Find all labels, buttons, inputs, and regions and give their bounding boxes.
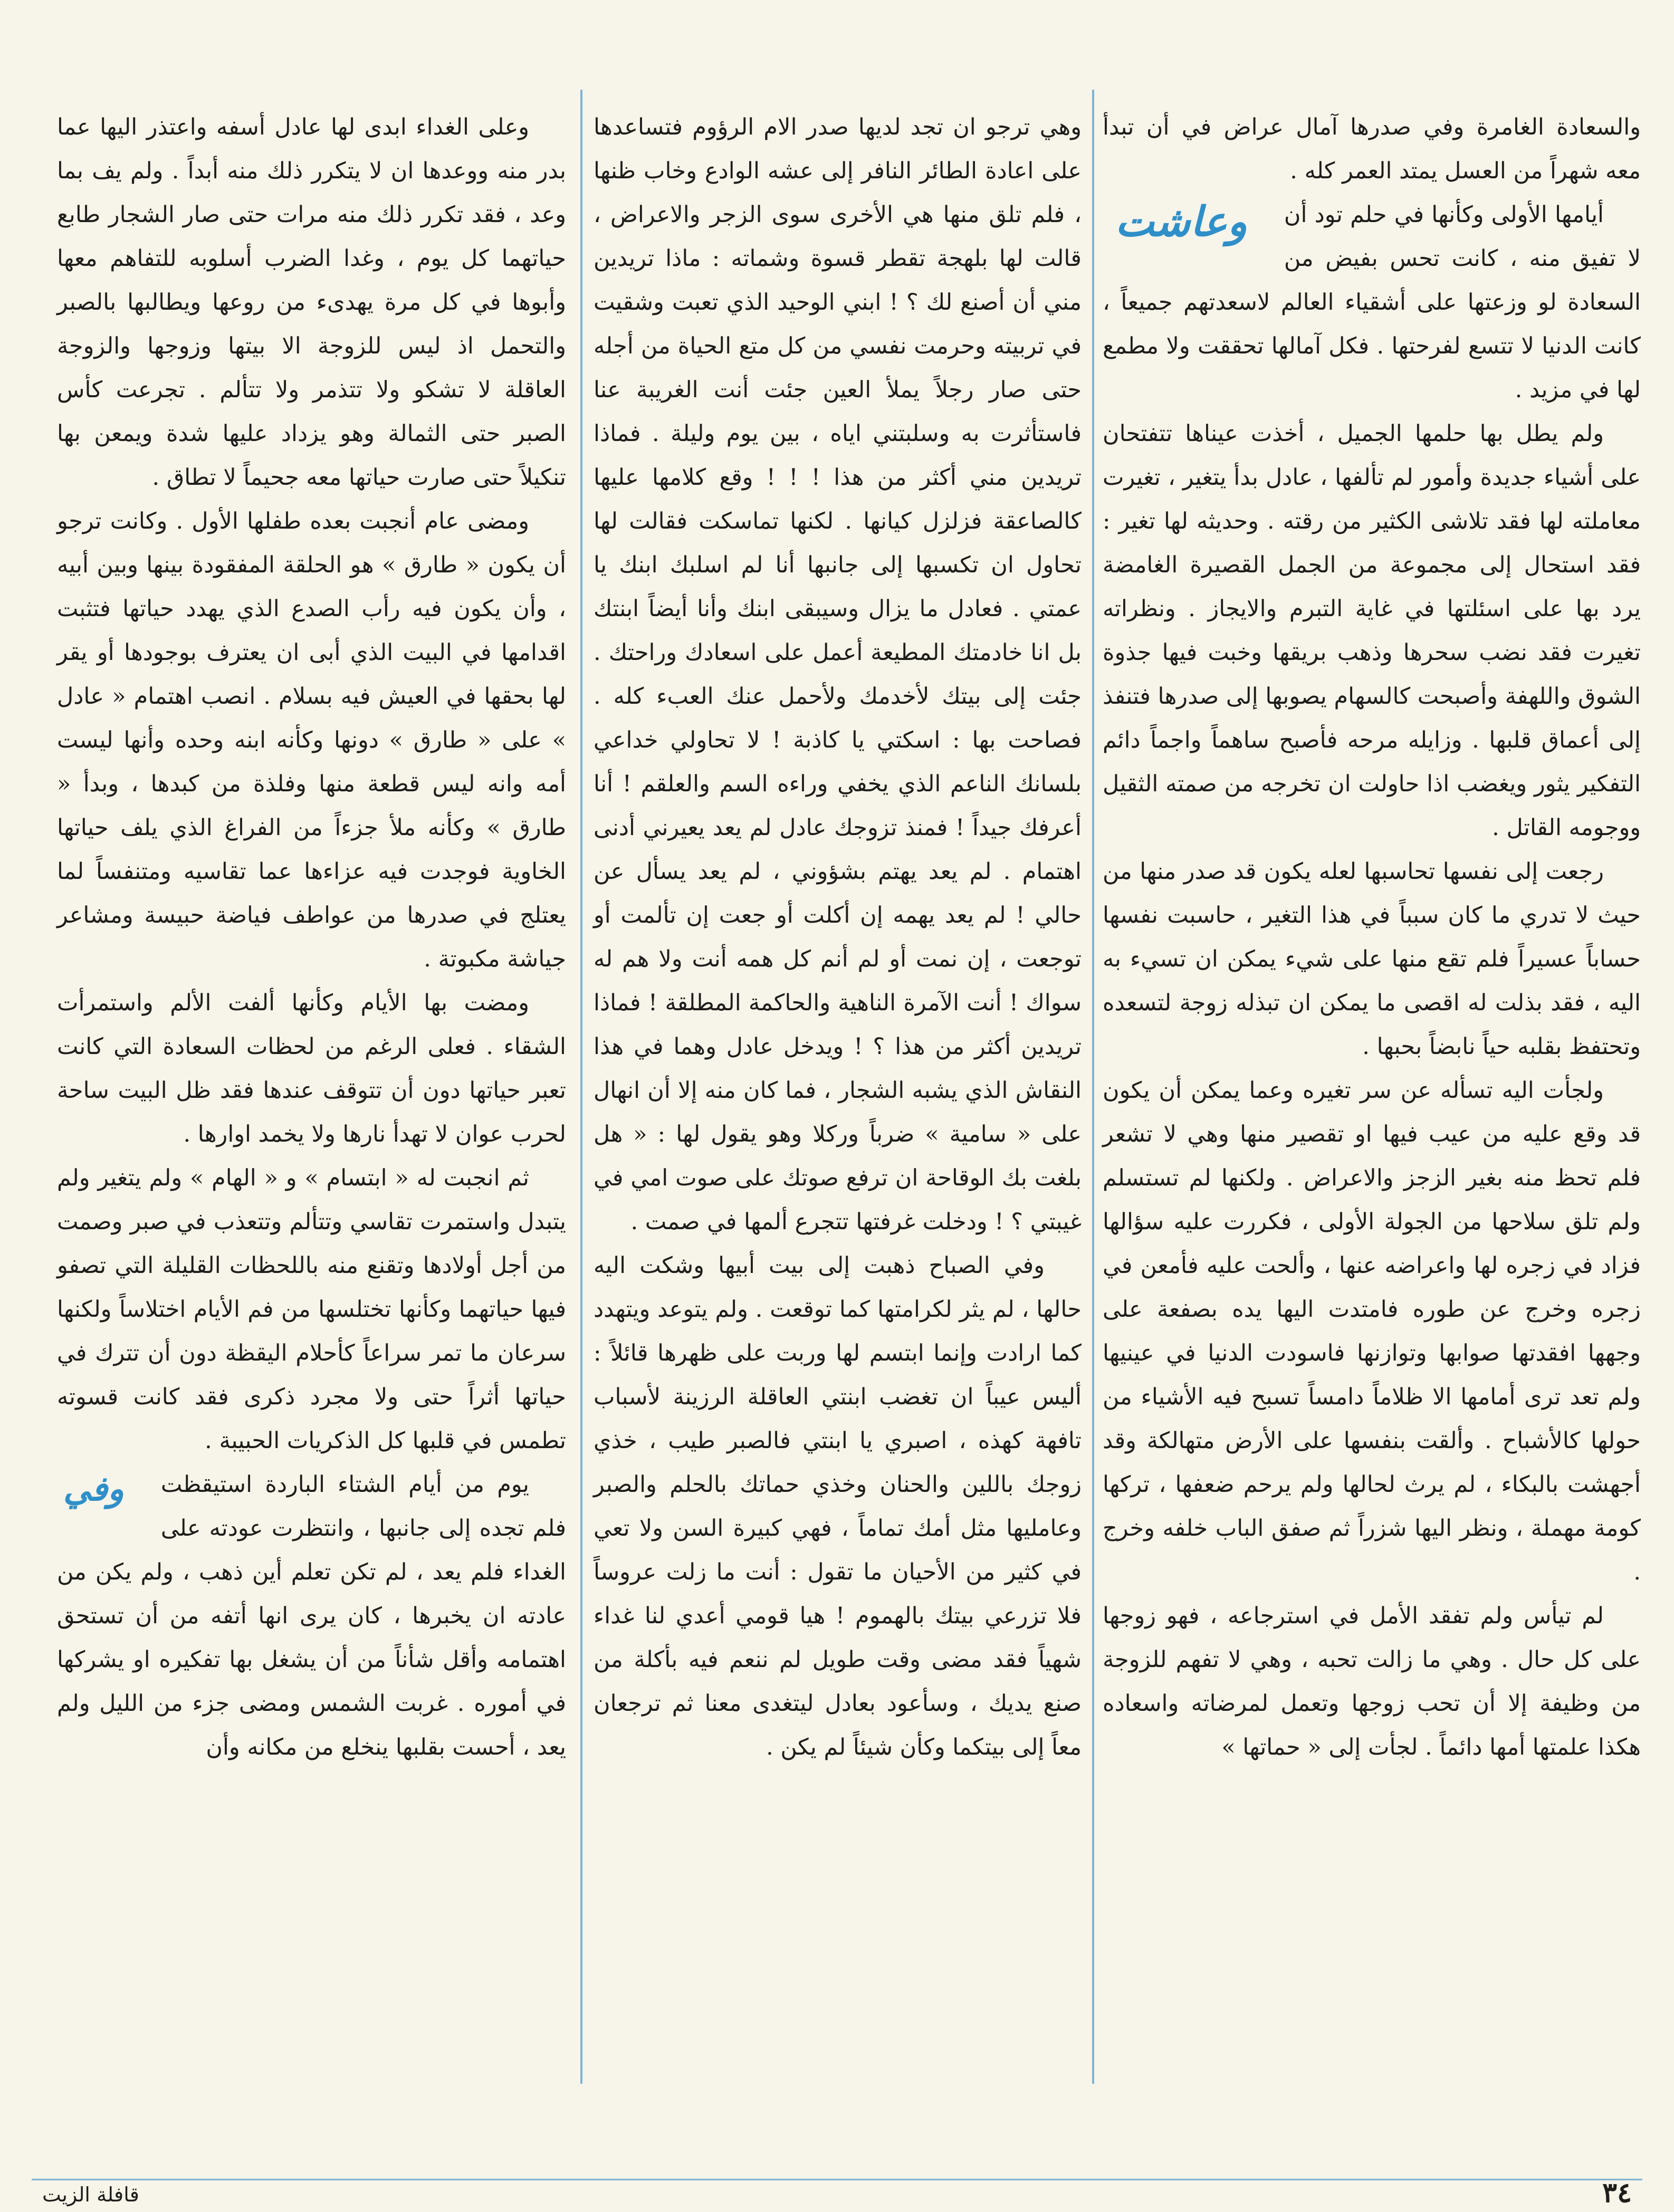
paragraph: لم تيأس ولم تفقد الأمل في استرجاعه ، فهو زوجها على كل حال . وهي ما زالت تحبه ، وهي لا تفهم للزوجة من وظيفة إلا أن تحب زوجها وتعمل لمرضاته واسعاده هكذا علمتها أمها دائماً . لجأت إلى « حماتها »	[1103, 1603, 1641, 1760]
column-divider	[1092, 90, 1094, 2084]
paragraph: ومضت بها الأيام وكأنها ألفت الألم واستمرأت الشقاء . فعلى الرغم من لحظات السعادة التي كانت تعبر حياتها دون أن تتوقف عندها فقد ظل البيت ساحة لحرب عوان لا تهدأ نارها ولا يخمد اوارها .	[57, 990, 566, 1147]
dropcap-word: وعاشت	[1115, 198, 1247, 246]
paragraph: وهي ترجو ان تجد لديها صدر الام الرؤوم فتساعدها على اعادة الطائر النافر إلى عشه الوادع وخاب ظنها ، فلم تلق منها هي الأخرى سوى الزجر والاعراض ، قالت لها بلهجة تقطر قسوة وشماته : ماذا تريدين مني أن أصنع لك ؟ ! ابني الوحيد الذي تعبت وشقيت في تربيته وحرمت نفسي من كل متع الحياة من أجله حتى صار رجلاً يملأ العين جئت أنت الغريبة عنا فاستأثرت به وسلبتني اياه ، بين يوم وليلة . فماذا تريدين مني أكثر من هذا ! ! ! وقع كلامها عليها كالصاعقة فزلزل كيانها . لكنها تماسكت فقالت لها تحاول ان تكسبها إلى جانبها أنا لم اسلبك ابنك يا عمتي . فعادل ما يزال وسيبقى ابنك وأنا أيضاً ابنتك بل انا خادمتك المطيعة أعمل على اسعادك وراحتك . جئت إلى بيتك لأخدمك ولأحمل عنك العبء كله . فصاحت بها : اسكتي يا كاذبة ! لا تحاولي خداعي بلسانك الناعم الذي يخفي وراءه السم والعلقم ! أنا أعرفك جيداً ! فمنذ تزوجك عادل لم يعد يعيرني أدنى اهتمام . لم يعد يهتم بشؤوني ، لم يعد يسأل عن حالي ! لم يعد يهمه إن أكلت أو جعت إن تألمت أو توجعت ، إن نمت أو لم أنم كل همه أنت ولا هم له سواك ! أنت الآمرة الناهية والحاكمة المطلقة ! فماذا تريدين أكثر من هذا ؟ ! ويدخل عادل وهما في هذا النقاش الذي يشبه الشجار ، فما كان منه إلا أن انهال على « سامية » ضرباً وركلا وهو يقول لها : « هل بلغت بك الوقاحة ان ترفع صوتك على صوت امي في غيبتي ؟ ! ودخلت غرفتها تتجرع ألمها في صمت .	[594, 114, 1082, 1235]
paragraph	[57, 1463, 566, 1769]
paragraph-text: يوم من أيام الشتاء الباردة استيقظت فلم تجده إلى جانبها ، وانتظرت عودته على الغداء فلم يعد ، لم تكن تعلم أين ذهب ، ولم يكن من عادته ان يخبرها ، كان يرى انها أتفه من أن تستحق اهتمامه وأقل شأناً من أن يشغل بها تفكيره او يشركها في أموره . غربت الشمس ومضى جزء من الليل ولم يعد ، أحست بقلبها ينخلع من مكانه وأن	[57, 1471, 566, 1760]
paragraph: ولجأت اليه تسأله عن سر تغيره وعما يمكن أن يكون قد وقع عليه من عيب فيها او تقصير منها وهي لا تشعر فلم تحظ منه بغير الزجز والاعراض . ولكنها لم تستسلم ولم تلق سلاحها من الجولة الأولى ، فكررت عليه سؤالها فزاد في زجره لها واعراضه عنها ، وألحت عليه فأمعن في زجره وخرج عن طوره فامتدت اليها يده بصفعة على وجهها افقدتها صوابها وتوازنها فاسودت الدنيا في عينيها ولم تعد ترى أمامها الا ظلاماً دامساً تسبح فيه الأشياء من حولها كالأشباح . وألقت بنفسها على الأرض متهالكة وقد أجهشت بالبكاء ، لم يرث لحالها ولم يرحم ضعفها ، تركها كومة مهملة ، ونظر اليها شزراً ثم صفق الباب خلفه وخرج .	[1103, 1077, 1641, 1585]
article-column-left	[57, 106, 566, 1769]
magazine-name: قافلة الزيت	[42, 2183, 139, 2206]
paragraph: رجعت إلى نفسها تحاسبها لعله يكون قد صدر منها من حيث لا تدري ما كان سبباً في هذا التغير ، حاسبت نفسها حساباً عسيراً فلم تقع منها على شيء يمكن ان تسيء به اليه ، فقد بذلت له اقصى ما يمكن ان تبذله زوجة لتسعده وتحتفظ بقلبه حياً نابضاً بحبها .	[1103, 858, 1641, 1060]
paragraph: ومضى عام أنجبت بعده طفلها الأول . وكانت ترجو أن يكون « طارق » هو الحلقة المفقودة بينها وبين أبيه ، وأن يكون فيه رأب الصدع الذي يهدد حياتها فتثبت اقدامها في البيت الذي أبى ان يعترف بوجودها أو يقر لها بحقها في العيش فيه بسلام . انصب اهتمام « عادل » على « طارق » دونها وكأنه ابنه وحده وأنها ليست أمه وانه ليس قطعة منها وفلذة من كبدها ، وبدأ « طارق » وكأنه ملأ جزءاً من الفراغ الذي يلف حياتها الخاوية فوجدت فيه عزاءها عما تقاسيه ومتنفساً لما يعتلج في صدرها من عواطف فياضة حبيسة ومشاعر جياشة مكبوتة .	[57, 508, 566, 972]
paragraph: ولم يطل بها حلمها الجميل ، أخذت عيناها تتفتحان على أشياء جديدة وأمور لم تألفها ، عادل بدأ يتغير ، تغيرت معاملته لها فقد تلاشى الكثير من رقته . وحديثه لها تغير : فقد استحال إلى مجموعة من الجمل القصيرة الغامضة يرد بها على اسئلتها في غاية التبرم والايجاز . ونظراته تغيرت فقد نضب سحرها وذهب بريقها وخبت فيها جذوة الشوق واللهفة وأصبحت كالسهام يصوبها إلى صدرها فتنفذ إلى أعماق قلبها . وزايله مرحه فأصبح ساهماً واجماً دائم التفكير يثور ويغضب اذا حاولت ان تخرجه من صمته الثقيل ووجومه القاتل .	[1103, 420, 1641, 841]
paragraph: ثم انجبت له « ابتسام » و « الهام » ولم يتغير ولم يتبدل واستمرت تقاسي وتتألم وتتعذب في صبر وصمت من أجل أولادها وتقنع منه باللحظات القليلة التي تصفو فيها حياتهما وكأنها تختلسها من فم الأيام اختلاساً ولكنها سرعان ما تمر سراعاً كأحلام اليقظة دون أن تترك في حياتها أثراً حتى ولا مجرد ذكرى فقد كانت قسوته تطمس في قلبها كل الذكريات الحبيبة .	[57, 1165, 566, 1454]
footer-divider	[32, 2179, 1642, 2180]
page-number: ٣٤	[1602, 2177, 1632, 2209]
article-column-middle	[594, 106, 1082, 1769]
article-column-right	[1103, 106, 1641, 1769]
dropcap-word: وفي	[63, 1469, 124, 1509]
paragraph: وفي الصباح ذهبت إلى بيت أبيها وشكت اليه حالها ، لم يثر لكرامتها كما توقعت . ولم يتوعد ويتهدد كما ارادت وإنما ابتسم لها وربت على ظهرها قائلاً : أليس عيباً ان تغضب ابنتي العاقلة الرزينة لأسباب تافهة كهذه ، اصبري يا ابنتي فالصبر طيب ، خذي زوجك باللين والحنان وخذي حماتك بالحلم والصبر وعامليها مثل أمك تماماً ، فهي كبيرة السن ولا تعي في كثير من الأحيان ما تقول : أنت ما زلت عروساً فلا تزرعي بيتك بالهموم ! هيا قومي أعدي لنا غداء شهياً فقد مضى وقت طويل لم ننعم فيه بأكلة من صنع يديك ، وسأعود بعادل ليتغدى معنا ثم ترجعان معاً إلى بيتكما وكأن شيئاً لم يكن .	[594, 1252, 1082, 1760]
paragraph-text: أيامها الأولى وكأنها في حلم تود أن لا تفيق منه ، كانت تحس بفيض من السعادة لو وزعتها على أشقياء العالم لاسعدتهم جميعاً ، كانت الدنيا لا تتسع لفرحتها . فكل آمالها تحققت ولا مطمع لها في مزيد .	[1103, 202, 1641, 403]
column-divider	[580, 90, 582, 2084]
paragraph	[1103, 193, 1641, 412]
paragraph: وعلى الغداء ابدى لها عادل أسفه واعتذر اليها عما بدر منه ووعدها ان لا يتكرر ذلك منه أبداً . ولم يف بما وعد ، فقد تكرر ذلك منه مرات حتى صار الشجار طابع حياتهما كل يوم ، وغدا الضرب أسلوبه للتفاهم معها وأبوها في كل مرة يهدىء من روعها ويطالبها بالصبر والتحمل اذ ليس للزوجة الا بيتها وزوجها والزوجة العاقلة لا تشكو ولا تتذمر ولا تتألم . تجرعت كأس الصبر حتى الثمالة وهو يزداد عليها شدة ويمعن بها تنكيلاً حتى صارت حياتها معه جحيماً لا تطاق .	[57, 114, 566, 491]
paragraph: والسعادة الغامرة وفي صدرها آمال عراض في أن تبدأ معه شهراً من العسل يمتد العمر كله .	[1103, 114, 1641, 184]
